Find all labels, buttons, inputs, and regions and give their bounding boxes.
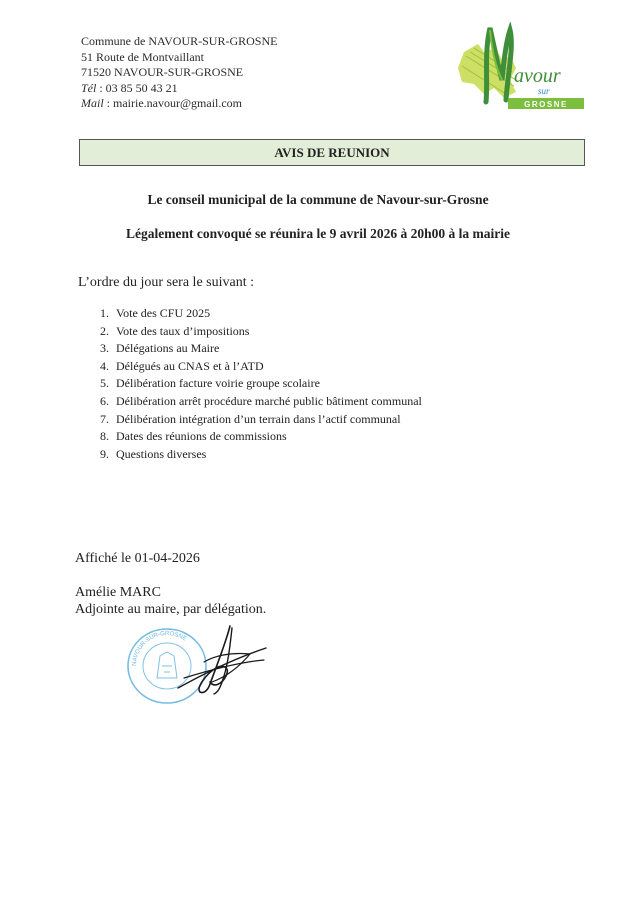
commune-logo <box>444 22 594 114</box>
address-line-2: 71520 NAVOUR-SUR-GROSNE <box>81 65 244 79</box>
mail-label: Mail <box>81 96 104 110</box>
agenda-list <box>87 305 422 463</box>
agenda-item-number: 2. <box>100 323 109 338</box>
phone-label: Tél <box>81 80 97 95</box>
signature-stroke-5 <box>204 653 250 682</box>
signer-role: Adjointe au maire, par délégation. <box>75 602 267 617</box>
agenda-item-number: 5. <box>100 376 109 391</box>
intro-line-1: Le conseil municipal de la commune de Navour-sur-Grosne <box>147 192 489 207</box>
phone-value: : 03 85 50 43 21 <box>96 80 178 95</box>
agenda-item-number: 7. <box>100 411 109 426</box>
intro-line-2: Légalement convoqué se réunira le 9 avril 2026 à 20h00 à la mairie <box>126 226 510 241</box>
agenda-title: L’ordre du jour sera le suivant : <box>78 275 254 290</box>
logo-band-text: GROSNE <box>524 100 568 109</box>
agenda-item <box>87 375 422 393</box>
agenda-item-number: 9. <box>100 446 109 461</box>
agenda-item-number: 1. <box>100 306 109 320</box>
signer-name: Amélie MARC <box>75 585 161 600</box>
handwritten-signature <box>170 622 270 700</box>
phone-line <box>81 81 277 97</box>
sender-address-block <box>81 34 277 112</box>
notice-banner <box>79 139 585 166</box>
agenda-item <box>87 411 422 429</box>
agenda-item-text: Délibération arrêt procédure marché public bâtiment communal <box>116 393 422 408</box>
logo-sub-text: sur <box>538 86 550 96</box>
signer-block <box>75 584 266 618</box>
agenda-item <box>87 323 422 341</box>
agenda-item <box>87 393 422 411</box>
banner-title: AVIS DE REUNION <box>274 145 390 160</box>
agenda-item-text: Vote des taux d’impositions <box>116 323 250 338</box>
posted-date: Affiché le 01-04-2026 <box>75 551 200 566</box>
logo-main-text: avour <box>514 65 561 87</box>
agenda-item-text: Délégués au CNAS et à l’ATD <box>116 358 264 373</box>
agenda-item-text: Vote des CFU 2025 <box>116 306 211 320</box>
agenda-item-text: Dates des réunions de commissions <box>116 429 287 444</box>
agenda-item <box>87 446 422 464</box>
mail-line <box>81 96 277 112</box>
agenda-item-text: Délibération intégration d’un terrain dans l’actif communal <box>116 411 401 426</box>
mail-value: : mairie.navour@gmail.com <box>103 96 243 110</box>
agenda-item-number: 4. <box>100 358 109 373</box>
agenda-item-text: Délibération facture voirie groupe scolaire <box>116 376 320 391</box>
signature-stroke-1 <box>199 626 230 693</box>
agenda-item-number: 8. <box>100 429 109 444</box>
agenda-item-text: Questions diverses <box>116 446 207 461</box>
agenda-item <box>87 358 422 376</box>
commune-name: Commune de NAVOUR-SUR-GROSNE <box>81 34 278 48</box>
agenda-item-text: Délégations au Maire <box>116 341 220 356</box>
agenda-item <box>87 305 422 323</box>
agenda-item-number: 6. <box>100 393 109 408</box>
agenda-item-number: 3. <box>100 341 109 356</box>
agenda-item <box>87 340 422 358</box>
stamp-text: NAVOUR-SUR-GROSNE <box>131 630 188 667</box>
address-line-1: 51 Route de Montvaillant <box>81 49 204 64</box>
agenda-item <box>87 428 422 446</box>
